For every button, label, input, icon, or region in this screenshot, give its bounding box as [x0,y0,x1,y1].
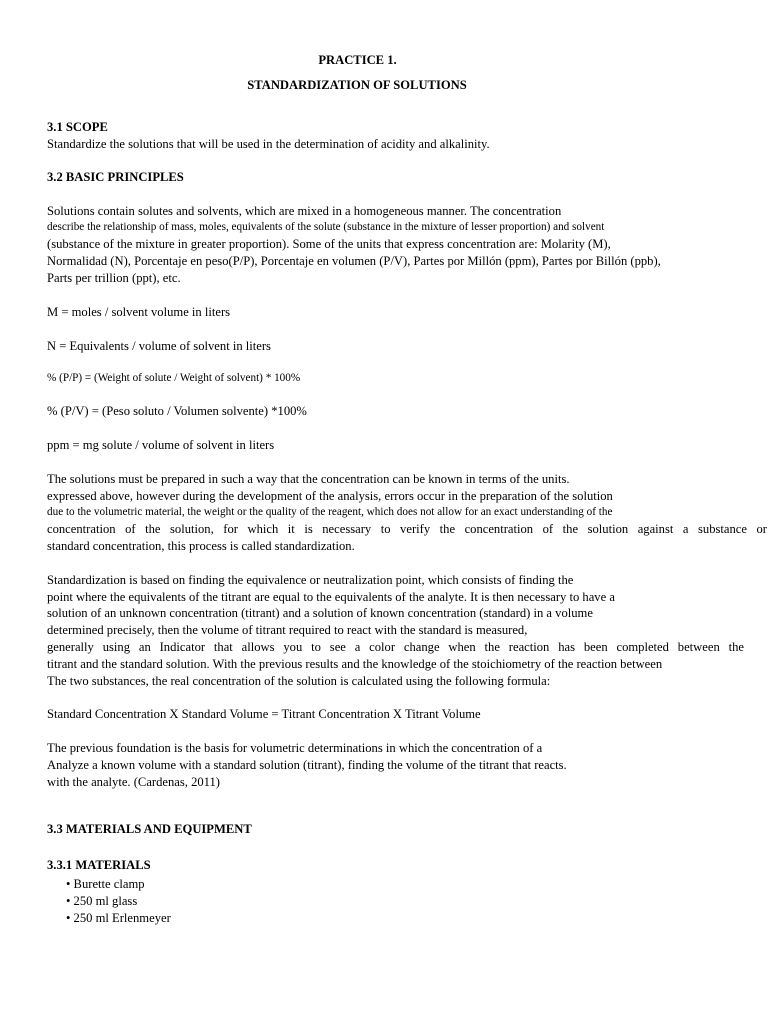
principles-p4-line: Analyze a known volume with a standard solution (titrant), finding the volume of the titrant that reacts. [47,758,567,772]
principles-p3-line: point where the equivalents of the titrant are equal to the equivalents of the analyte. It is then necessary to have a [47,590,615,604]
material-item: • 250 ml glass [66,894,138,908]
practice-title: PRACTICE 1. [318,53,397,67]
principles-p2-line: expressed above, however during the development of the analysis, errors occur in the preparation of the solution [47,489,613,503]
principles-p2-line: concentration of the solution, for which it is necessary to verify the concentration of the solution against a substance or [47,522,767,536]
principles-p3-line: titrant and the standard solution. With the previous results and the knowledge of the stoichiometry of the reaction between [47,657,663,671]
materials-heading: 3.3.1 MATERIALS [47,858,151,872]
scope-text: Standardize the solutions that will be used in the determination of acidity and alkalinity. [47,137,490,151]
principles-p1-line: Parts per trillion (ppt), etc. [47,271,181,285]
formula-normality: N = Equivalents / volume of solvent in liters [47,339,271,353]
materials-equipment-heading: 3.3 MATERIALS AND EQUIPMENT [47,822,252,836]
principles-p3-line: The two substances, the real concentration of the solution is calculated using the following formula: [47,674,551,688]
principles-p1-line: describe the relationship of mass, moles, equivalents of the solute (substance in the mixture of lesser proportion) and solvent [47,221,605,233]
principles-p1-line: (substance of the mixture in greater proportion). Some of the units that express concentration are: Molarity (M), [47,237,611,251]
principles-p2-line: standard concentration, this process is called standardization. [47,539,355,553]
formula-volume-percent: % (P/V) = (Peso soluto / Volumen solvente) *100% [47,404,307,418]
principles-p2-line: due to the volumetric material, the weight or the quality of the reagent, which does not allow for an exact understanding of the [47,506,613,518]
principles-p1-line: Solutions contain solutes and solvents, which are mixed in a homogeneous manner. The concentration [47,204,562,218]
principles-p3-line: solution of an unknown concentration (titrant) and a solution of known concentration (standard) in a volume [47,606,593,620]
principles-p2-line: The solutions must be prepared in such a way that the concentration can be known in terms of the units. [47,472,570,486]
principles-p1-line: Normalidad (N), Porcentaje en peso(P/P), Porcentaje en volumen (P/V), Partes por Millón (ppm), Partes por Billón (ppb), [47,254,661,268]
material-item: • 250 ml Erlenmeyer [66,911,171,925]
formula-weight-percent: % (P/P) = (Weight of solute / Weight of solvent) * 100% [47,372,301,384]
principles-p4-line: with the analyte. (Cardenas, 2011) [47,775,220,789]
practice-subtitle: STANDARDIZATION OF SOLUTIONS [247,78,467,92]
scope-heading: 3.1 SCOPE [47,120,108,134]
principles-p3-line: generally using an Indicator that allows you to see a color change when the reaction has been completed between the [47,640,744,654]
formula-molarity: M = moles / solvent volume in liters [47,305,231,319]
basic-principles-heading: 3.2 BASIC PRINCIPLES [47,170,184,184]
formula-standardization: Standard Concentration X Standard Volume = Titrant Concentration X Titrant Volume [47,707,481,721]
principles-p3-line: Standardization is based on finding the equivalence or neutralization point, which consists of finding the [47,573,574,587]
principles-p4-line: The previous foundation is the basis for volumetric determinations in which the concentration of a [47,741,543,755]
principles-p3-line: determined precisely, then the volume of titrant required to react with the standard is measured, [47,623,528,637]
material-item: • Burette clamp [66,877,145,891]
formula-ppm: ppm = mg solute / volume of solvent in liters [47,438,275,452]
